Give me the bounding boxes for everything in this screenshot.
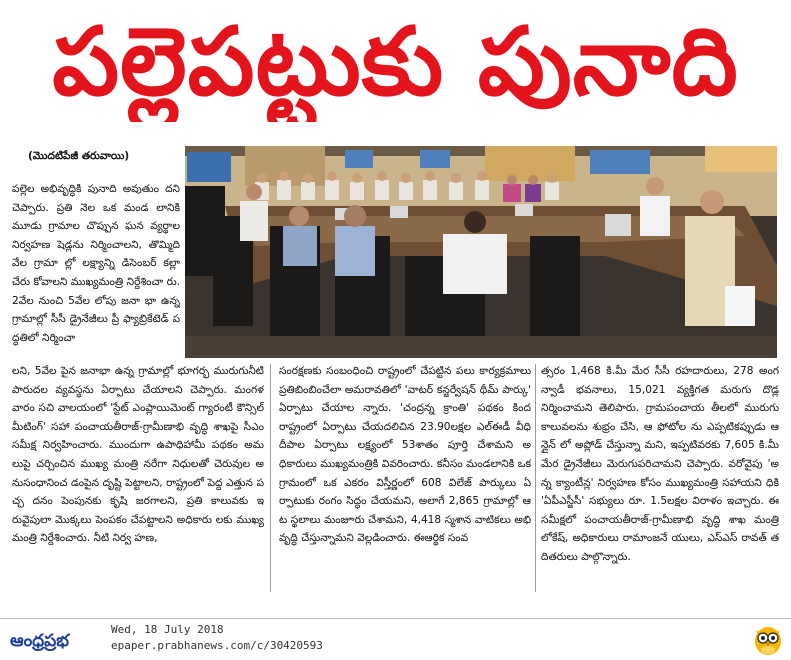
meeting-photo xyxy=(185,146,777,358)
svg-text:ఆంధ్రప్రభ: ఆంధ్రప్రభ xyxy=(10,631,70,651)
article-column-3: త్సరం 1,468 కి.మీ మేర సీసీ రహదారులు, 278 అంగన్వాడీ భవనాలు, 15,021 వ్యక్తిగత మరుగు దొడ్ల నిర్మించామని తెలిపారు. గ్రామపంచాయ తీలలో మురుగు కాలువలను శుభ్రం చేసి, ఆ ఫోటోల ను ఎప్పటికప్పుడు ఆన్లైన్ లో అప్లోడ్ చేస్తున్నా మని, ఇప్పటివరకు 7,605 కి.మీ మేర డ్రైనేజీలు మెరుగుపరిచామని చెప్పారు. వరోవైపు 'అన్న క్యాంటీన్ల' నిర్వహణ కోసం ముఖ్యమంత్రి సహాయని ధికి 'ఏపీఎస్జీసీ' సభ్యులు రూ. 1.5లక్షల విరాళం ఇచ్చారు. ఈ సమీక్షలో పంచాయతీరాజ్-గ్రామీణాభి వృద్ధి శాఖ మంత్రి లోకేష్, అధికారులు రామాంజనే యులు, ఎస్ఎస్ రావత్ తదితరులు పాల్గొన్నారు. xyxy=(541,365,779,563)
article-column-1: లని, 5వేల పైన జనాభా ఉన్న గ్రామాల్లో భూగర్భ మురుగునీటి పారుదల వ్యవస్థను ఏర్పాటు చేయాలని చెప్పారు. మంగళవారం సచి వాలయంలో 'స్టేట్ ఎంప్లాయిమెంట్ గ్యారంటీ కౌన్సిల్ మీటింగ్' సహా పంచాయతీరాజ్-గ్రామీణాభి వృద్ధి శాఖపై సీఎం సమీక్ష నిర్వహించారు. ముందుగా ఉపాధిహామీ పథకం అమలుపై చర్చించిన ముఖ్య మంత్రి నరేగా నిధులతో చెరువుల అనుసంధానించ డంపైన దృష్టి పెట్టాలని, రాష్ట్రంలో పెద్ద ఎత్తున పచ్చ దనం పెంపునకు కృషి జరగాలని, ప్రతి కాలువకు ఇరువైపులా మొక్కలు పెంపకం చేపట్టాలని అధికారు లకు ముఖ్యమంత్రి నిర్దేశించారు. నీటి నిర్వ హణ, xyxy=(12,365,264,545)
article-column-2: సంరక్షణకు సంబంధించి రాష్ట్రంలో చేపట్టిన పలు కార్యక్రమాలు ప్రతిబింబించేలా అమరావతిలో 'వాటర్ కన్జర్వేషన్ థీమ్ పార్కు' ఏర్పాటు చేయాల న్నారు. 'చంద్రన్న క్రాంతి' పథకం కింద రాష్ట్రంలో ఏర్పాటు చేయదలిచిన 23.90లక్షల ఎల్ఈడీ వీధి దీపాల ఏర్పాటు లక్ష్యంలో 53శాతం పూర్తి చేశామని అధికారులు ముఖ్యమంత్రికి వివరించారు. కనీసం మండలానికి ఒక గ్రామంలో ఒక ఎకరం విస్తీర్ణంలో 608 విలేజ్ పార్కులు ఏర్పాటుకు రంగం సిద్ధం చేయమని, అలాగే 2,865 గ్రామాల్లో ఆట స్థలాలు మంజూరు చేశామని, 4,418 స్మశాన వాటికలు అభి వృద్ధి చేస్తున్నామని వెల్లడించారు. ఈఆర్థిక సంవ xyxy=(279,365,531,545)
prabha-logo xyxy=(8,627,106,651)
epaper-url[interactable]: epaper.prabhanews.com/c/30420593 xyxy=(111,639,323,652)
footer-divider xyxy=(0,618,791,619)
owl-mascot-icon xyxy=(752,622,784,656)
article-column-1-top: పల్లెల అభివృద్ధికి పునాది అవుతుం దని చెప్పారు. ప్రతి నెల ఒక మండ లానికి మూడు గ్రామాల చొప్పున ఘన వ్యర్థాల నిర్వహణ షెడ్లను నిర్మించాలని, తొమ్మిది వేల గ్రామా ల్లో లక్ష్యాన్ని డిసెంబర్ కల్లా చేరు కోవాలని ముఖ్యమంత్రి నిర్దేశించా రు. 2వేల నుంచి 5వేల లోపు జనా భా ఉన్న గ్రామాల్లో సీసీ డ్రైనేజీలు ప్రీ ఫ్యాబ్రికేటెడ్ పద్ధతిలో నిర్మించా xyxy=(12,183,180,344)
edition-date: Wed, 18 July 2018 xyxy=(111,623,224,636)
continuation-label: (మొదటిపేజీ తరువాయి) xyxy=(28,150,130,162)
column-divider xyxy=(535,364,536,592)
headline: పల్లెపట్టుకు పునాది xyxy=(52,8,739,117)
column-divider xyxy=(270,364,271,592)
